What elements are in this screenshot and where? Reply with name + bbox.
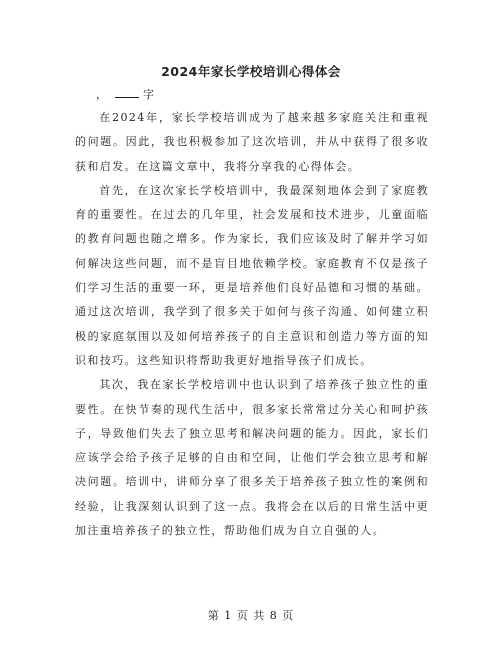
document-body <box>75 106 429 543</box>
word-count-line <box>96 86 154 102</box>
byline-prefix: ， <box>96 88 107 101</box>
document-title: 2024年家长学校培训心得体会 <box>161 64 341 79</box>
paragraph-2: 首先，在这次家长学校培训中，我最深刻地体会到了家庭教育的重要性。在过去的几年里，社会发展和技术进步，儿童面临的教育问题也随之增多。作为家长，我们应该及时了解并学习如何解决这些问题，而不是盲目地依赖学校。家庭教育不仅是孩子们学习生活的重要一环，更是培养他们良好品德和习惯的基础。通过这次培训，我学到了很多关于如何与孩子沟通、如何建立积极的家庭氛围以及如何培养孩子的自主意识和创造力等方面的知识和技巧。这些知识将帮助我更好地指导孩子们成长。 <box>75 183 429 367</box>
paragraph-1: 在2024年，家长学校培训成为了越来越多家庭关注和重视的问题。因此，我也积极参加了这次培训，并从中获得了很多收获和启发。在这篇文章中，我将分享我的心得体会。 <box>75 111 429 173</box>
paragraph-3: 其次，我在家长学校培训中也认识到了培养孩子独立性的重要性。在快节奏的现代生活中，很多家长常常过分关心和呵护孩子，导致他们失去了独立思考和解决问题的能力。因此，家长们应该学会给予孩子足够的自由和空间，让他们学会独立思考和解决问题。培训中，讲师分享了很多关于培养孩子独立性的案例和经验，让我深刻认识到了这一点。我将会在以后的日常生活中更加注重培养孩子的独立性，帮助他们成为自立自强的人。 <box>75 378 429 538</box>
word-count-blank <box>115 87 139 98</box>
byline-suffix: 字 <box>143 88 154 101</box>
page-footer: 第 1 页 共 8 页 <box>207 609 295 622</box>
